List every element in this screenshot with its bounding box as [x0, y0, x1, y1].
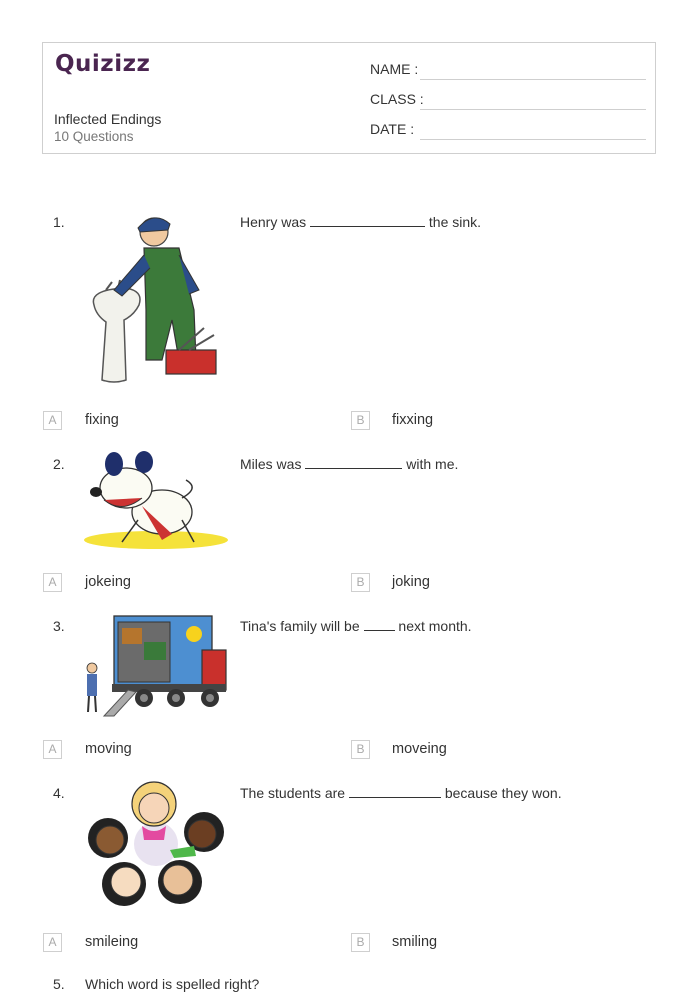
option-a-box[interactable]: A — [43, 573, 62, 592]
date-field[interactable] — [420, 139, 646, 140]
class-label: CLASS : — [370, 91, 424, 107]
date-label: DATE : — [370, 121, 415, 137]
option-a-box[interactable]: A — [43, 933, 62, 952]
laughing-dog-image — [82, 450, 230, 554]
option-a-text[interactable]: moving — [85, 741, 132, 757]
moving-truck-image — [84, 612, 229, 718]
option-a-box[interactable]: A — [43, 411, 62, 430]
question-4-text: The students are because they won. — [240, 785, 562, 801]
option-b-text[interactable]: moveing — [392, 741, 447, 757]
name-field[interactable] — [420, 79, 646, 80]
question-number: 2. — [53, 456, 65, 472]
class-field[interactable] — [420, 109, 646, 110]
option-b-text[interactable]: joking — [392, 574, 430, 590]
option-a-box[interactable]: A — [43, 740, 62, 759]
option-b-text[interactable]: smiling — [392, 934, 438, 950]
option-b-box[interactable]: B — [351, 411, 370, 430]
worksheet-header — [42, 42, 656, 154]
answer-blank — [364, 619, 395, 631]
question-number: 1. — [53, 214, 65, 230]
answer-blank — [349, 786, 441, 798]
option-b-box[interactable]: B — [351, 933, 370, 952]
name-label: NAME : — [370, 61, 419, 77]
question-1-text: Henry was the sink. — [240, 214, 482, 230]
answer-blank — [305, 457, 402, 469]
plumber-image — [84, 210, 229, 390]
option-b-text[interactable]: fixxing — [392, 412, 434, 428]
question-2-text: Miles was with me. — [240, 456, 459, 472]
answer-blank — [310, 215, 425, 227]
option-a-text[interactable]: smileing — [85, 934, 139, 950]
question-number: 4. — [53, 785, 65, 801]
question-5-text: Which word is spelled right? — [85, 976, 260, 992]
option-a-text[interactable]: fixing — [85, 412, 119, 428]
quizizz-logo: Quizizz — [55, 51, 151, 77]
option-b-box[interactable]: B — [351, 573, 370, 592]
question-number: 5. — [53, 976, 65, 992]
option-a-text[interactable]: jokeing — [85, 574, 131, 590]
question-number: 3. — [53, 618, 65, 634]
students-circle-image — [84, 778, 229, 912]
option-b-box[interactable]: B — [351, 740, 370, 759]
question-count: 10 Questions — [54, 129, 134, 144]
worksheet-title: Inflected Endings — [54, 111, 162, 127]
question-3-text: Tina's family will be next month. — [240, 618, 472, 634]
